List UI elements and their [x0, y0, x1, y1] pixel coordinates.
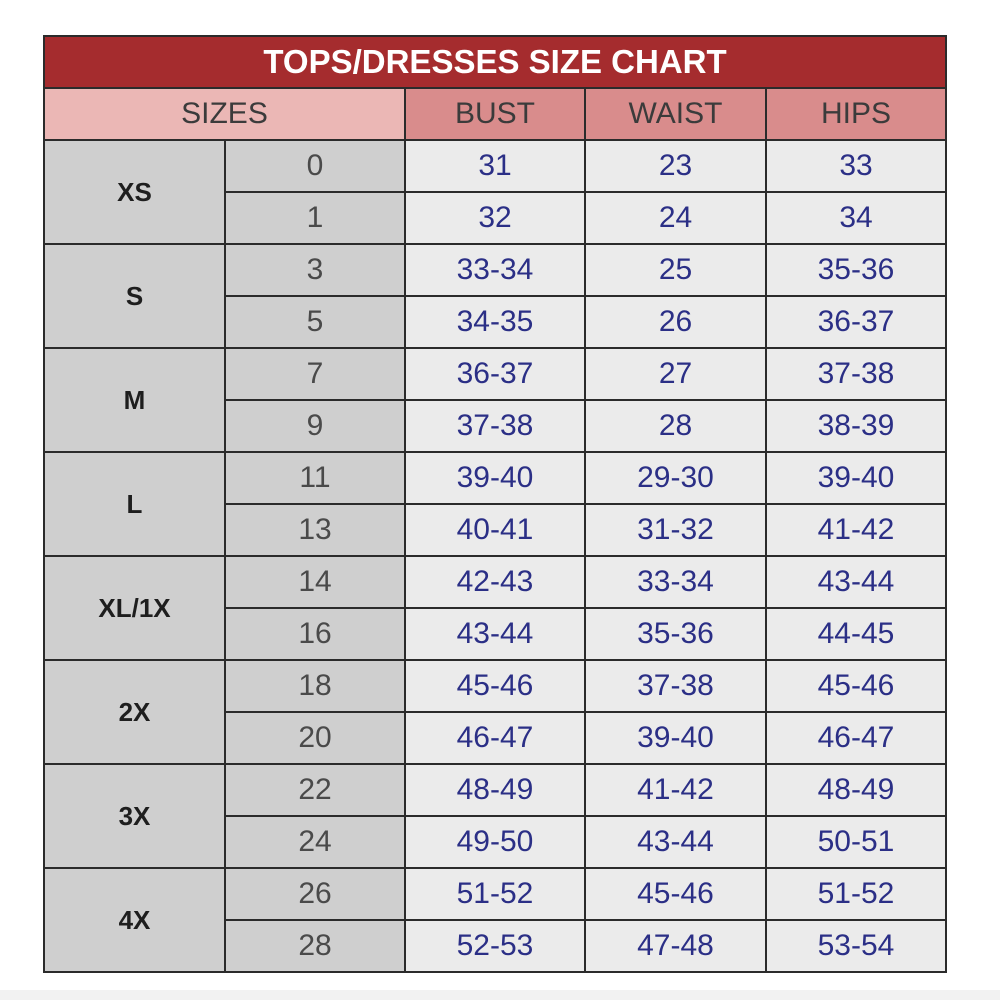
- bust-value: 43-44: [405, 608, 585, 660]
- bust-value: 51-52: [405, 868, 585, 920]
- waist-value: 25: [585, 244, 766, 296]
- hips-value: 33: [766, 140, 946, 192]
- header-hips: HIPS: [766, 88, 946, 140]
- size-number: 3: [225, 244, 405, 296]
- size-number: 0: [225, 140, 405, 192]
- table-row: [44, 556, 946, 608]
- size-group-label: 4X: [44, 868, 225, 972]
- waist-value: 47-48: [585, 920, 766, 972]
- size-group-label: XL/1X: [44, 556, 225, 660]
- bust-value: 52-53: [405, 920, 585, 972]
- table-row: [44, 140, 946, 192]
- hips-value: 50-51: [766, 816, 946, 868]
- header-row: [44, 88, 946, 140]
- size-number: 1: [225, 192, 405, 244]
- waist-value: 39-40: [585, 712, 766, 764]
- size-chart-table: [43, 35, 947, 973]
- bust-value: 37-38: [405, 400, 585, 452]
- bust-value: 49-50: [405, 816, 585, 868]
- hips-value: 46-47: [766, 712, 946, 764]
- header-sizes: SIZES: [44, 88, 405, 140]
- size-number: 14: [225, 556, 405, 608]
- chart-title: TOPS/DRESSES SIZE CHART: [44, 36, 946, 88]
- bust-value: 33-34: [405, 244, 585, 296]
- hips-value: 44-45: [766, 608, 946, 660]
- size-number: 26: [225, 868, 405, 920]
- hips-value: 51-52: [766, 868, 946, 920]
- bust-value: 46-47: [405, 712, 585, 764]
- hips-value: 53-54: [766, 920, 946, 972]
- table-row: [44, 868, 946, 920]
- bust-value: 32: [405, 192, 585, 244]
- hips-value: 36-37: [766, 296, 946, 348]
- size-number: 9: [225, 400, 405, 452]
- table-row: [44, 764, 946, 816]
- table-row: [44, 452, 946, 504]
- hips-value: 39-40: [766, 452, 946, 504]
- bottom-strip: [0, 990, 1000, 1000]
- hips-value: 48-49: [766, 764, 946, 816]
- size-group-label: XS: [44, 140, 225, 244]
- size-number: 28: [225, 920, 405, 972]
- size-group-label: 2X: [44, 660, 225, 764]
- bust-value: 34-35: [405, 296, 585, 348]
- hips-value: 41-42: [766, 504, 946, 556]
- waist-value: 43-44: [585, 816, 766, 868]
- waist-value: 31-32: [585, 504, 766, 556]
- hips-value: 45-46: [766, 660, 946, 712]
- title-row: [44, 36, 946, 88]
- size-number: 5: [225, 296, 405, 348]
- waist-value: 41-42: [585, 764, 766, 816]
- hips-value: 43-44: [766, 556, 946, 608]
- waist-value: 29-30: [585, 452, 766, 504]
- size-number: 22: [225, 764, 405, 816]
- header-bust: BUST: [405, 88, 585, 140]
- size-group-label: 3X: [44, 764, 225, 868]
- size-number: 20: [225, 712, 405, 764]
- header-waist: WAIST: [585, 88, 766, 140]
- size-number: 7: [225, 348, 405, 400]
- bust-value: 39-40: [405, 452, 585, 504]
- bust-value: 36-37: [405, 348, 585, 400]
- size-group-label: S: [44, 244, 225, 348]
- table-row: [44, 348, 946, 400]
- bust-value: 45-46: [405, 660, 585, 712]
- size-number: 18: [225, 660, 405, 712]
- table-row: [44, 660, 946, 712]
- waist-value: 35-36: [585, 608, 766, 660]
- hips-value: 38-39: [766, 400, 946, 452]
- size-number: 13: [225, 504, 405, 556]
- hips-value: 34: [766, 192, 946, 244]
- waist-value: 24: [585, 192, 766, 244]
- bust-value: 40-41: [405, 504, 585, 556]
- bust-value: 42-43: [405, 556, 585, 608]
- waist-value: 23: [585, 140, 766, 192]
- size-number: 11: [225, 452, 405, 504]
- waist-value: 28: [585, 400, 766, 452]
- waist-value: 27: [585, 348, 766, 400]
- waist-value: 45-46: [585, 868, 766, 920]
- chart-body: [44, 140, 946, 972]
- hips-value: 35-36: [766, 244, 946, 296]
- waist-value: 26: [585, 296, 766, 348]
- waist-value: 33-34: [585, 556, 766, 608]
- size-number: 24: [225, 816, 405, 868]
- bust-value: 48-49: [405, 764, 585, 816]
- table-row: [44, 244, 946, 296]
- size-number: 16: [225, 608, 405, 660]
- bust-value: 31: [405, 140, 585, 192]
- hips-value: 37-38: [766, 348, 946, 400]
- waist-value: 37-38: [585, 660, 766, 712]
- size-group-label: L: [44, 452, 225, 556]
- size-group-label: M: [44, 348, 225, 452]
